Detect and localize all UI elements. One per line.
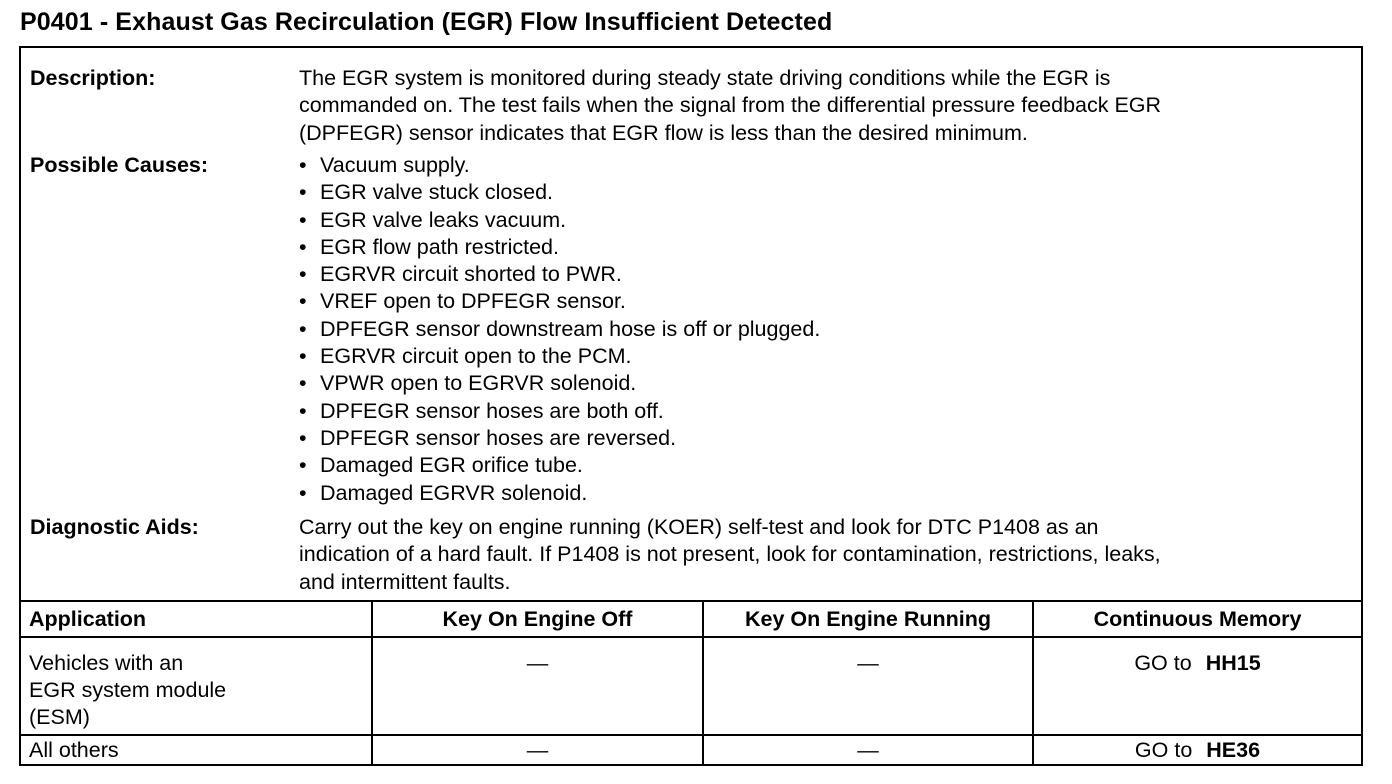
pinpoint-test-link-hh15[interactable]: HH15 (1205, 651, 1261, 675)
dtc-info-frame (19, 46, 1363, 766)
possible-causes-list (299, 152, 820, 507)
dtc-info-block (21, 48, 1361, 600)
bullet-icon: • (299, 316, 307, 341)
go-to-prefix: GO to (1134, 651, 1192, 675)
cause-text: Vacuum supply. (320, 153, 470, 177)
bullet-icon: • (299, 234, 307, 259)
description-line: commanded on. The test fails when the signal from the differential pressure feedback EGR (299, 93, 1162, 118)
cause-text: EGR valve stuck closed. (320, 180, 554, 205)
cause-text: DPFEGR sensor downstream hose is off or plugged. (320, 316, 821, 341)
cause-item (299, 207, 820, 234)
cause-item (299, 152, 820, 179)
go-to-prefix: GO to (1134, 738, 1193, 762)
bullet-icon: • (299, 425, 307, 450)
column-header-continuous-memory: Continuous Memory (1033, 601, 1361, 637)
diagnostic-aids-line: and intermittent faults. (299, 569, 511, 594)
application-line: Vehicles with an (29, 651, 184, 675)
description-label: Description: (30, 66, 156, 90)
bullet-icon: • (299, 344, 307, 369)
table-row (21, 637, 1361, 735)
cause-text: EGRVR circuit shorted to PWR. (320, 262, 622, 287)
cause-item (299, 480, 820, 507)
bullet-icon: • (299, 180, 307, 205)
application-table (21, 600, 1361, 765)
description-text (299, 65, 1349, 147)
application-line: (ESM) (29, 705, 90, 729)
cause-item (299, 288, 820, 315)
description-line: (DPFEGR) sensor indicates that EGR flow is less than the desired minimum. (299, 120, 1028, 145)
pinpoint-test-link-he36[interactable]: HE36 (1206, 738, 1261, 762)
bullet-icon: • (299, 480, 307, 505)
cause-text: EGR flow path restricted. (320, 234, 559, 259)
bullet-icon: • (299, 289, 307, 314)
page-title: P0401 - Exhaust Gas Recirculation (EGR) Flow Insufficient Detected (20, 8, 833, 36)
cause-text: DPFEGR sensor hoses are both off. (320, 398, 664, 423)
koeo-cell: — (372, 735, 703, 765)
cause-item (299, 234, 820, 261)
koer-cell: — (703, 637, 1033, 735)
cause-text: VPWR open to EGRVR solenoid. (320, 371, 637, 396)
possible-causes-label: Possible Causes: (30, 153, 209, 177)
bullet-icon: • (299, 207, 307, 232)
bullet-icon: • (299, 262, 307, 287)
table-row (21, 735, 1361, 765)
table-header-row (21, 601, 1361, 637)
koer-cell: — (703, 735, 1033, 765)
application-line: EGR system module (29, 678, 227, 702)
bullet-icon: • (299, 371, 307, 396)
description-line: The EGR system is monitored during steady state driving conditions while the EGR is (299, 66, 1111, 90)
cause-item (299, 343, 820, 370)
diagnostic-aids-line: Carry out the key on engine running (KOER) self-test and look for DTC P1408 as an (299, 515, 1099, 539)
cause-item (299, 370, 820, 397)
bullet-icon: • (299, 153, 307, 177)
bullet-icon: • (299, 453, 307, 478)
cause-item (299, 452, 820, 479)
continuous-memory-cell (1033, 735, 1361, 765)
application-cell (21, 637, 372, 735)
diagnostic-aids-text (299, 514, 1349, 596)
cause-text: EGR valve leaks vacuum. (320, 207, 567, 232)
application-cell (21, 735, 372, 765)
diagnostic-aids-label: Diagnostic Aids: (30, 515, 199, 539)
cause-item (299, 261, 820, 288)
cause-item (299, 398, 820, 425)
column-header-koer: Key On Engine Running (703, 601, 1033, 637)
cause-text: DPFEGR sensor hoses are reversed. (320, 425, 677, 450)
cause-text: EGRVR circuit open to the PCM. (320, 344, 632, 369)
koeo-cell: — (372, 637, 703, 735)
cause-item (299, 425, 820, 452)
cause-item (299, 316, 820, 343)
continuous-memory-cell (1033, 637, 1361, 735)
application-line: All others (29, 738, 119, 762)
diagnostic-aids-line: indication of a hard fault. If P1408 is not present, look for contamination, restrictions, leaks, (299, 542, 1161, 567)
cause-item (299, 179, 820, 206)
cause-text: VREF open to DPFEGR sensor. (320, 289, 626, 314)
cause-text: Damaged EGR orifice tube. (320, 453, 583, 478)
cause-text: Damaged EGRVR solenoid. (320, 480, 588, 505)
column-header-application: Application (21, 601, 372, 637)
column-header-koeo: Key On Engine Off (372, 601, 703, 637)
bullet-icon: • (299, 398, 307, 423)
